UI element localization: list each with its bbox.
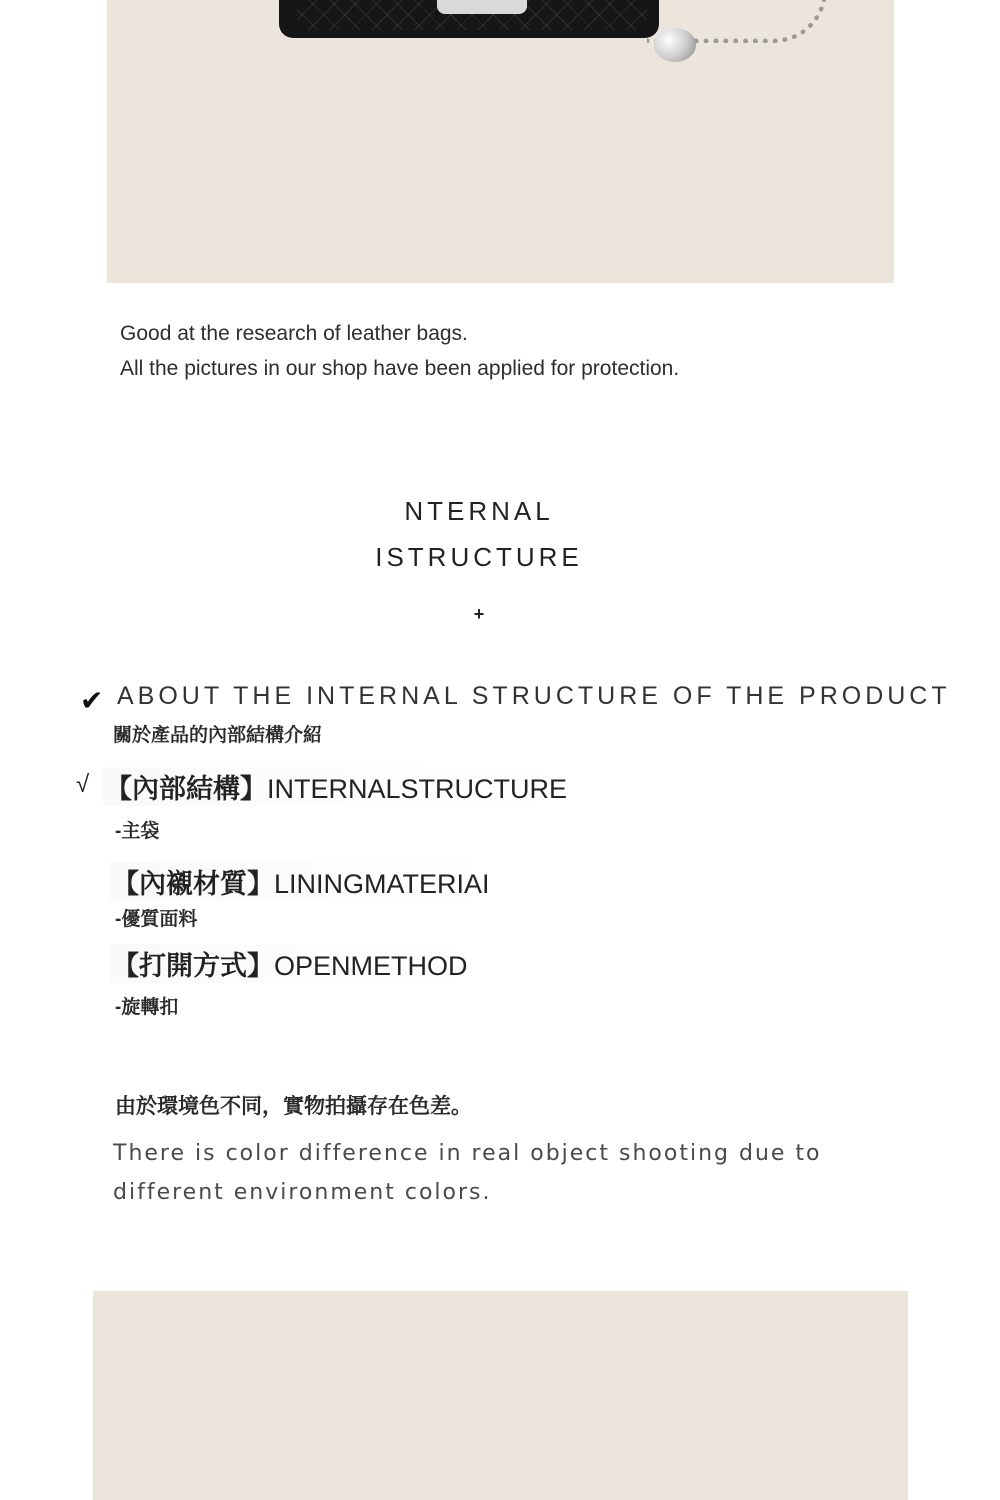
spec-label-en: OPENMETHOD <box>274 951 468 981</box>
color-note-en: There is color difference in real object shooting due to different environment colors. <box>113 1141 822 1205</box>
chain-ornament <box>654 28 696 62</box>
spec-label-cn: 【內部結構】 <box>105 774 267 804</box>
intro-line-1: Good at the research of leather bags. <box>120 322 468 345</box>
spec-label-en: LININGMATERIAI <box>274 869 490 899</box>
spec-label-en: INTERNALSTRUCTURE <box>267 774 568 804</box>
spec-value-structure: -主袋 <box>115 821 160 842</box>
spec-label-cn: 【內襯材質】 <box>112 869 274 899</box>
small-check-icon: √ <box>76 771 90 798</box>
product-photo-bottom <box>93 1291 908 1500</box>
spec-label-structure <box>103 767 587 806</box>
spec-value-lining: -優質面料 <box>115 909 198 930</box>
about-title: ABOUT THE INTERNAL STRUCTURE OF THE PRODUCT <box>117 682 951 710</box>
spec-value-open-method: -旋轉扣 <box>115 997 179 1018</box>
intro-text <box>120 316 679 386</box>
section-heading-line-1: NTERNAL <box>404 496 554 526</box>
intro-line-2: All the pictures in our shop have been applied for protection. <box>120 357 680 380</box>
spec-label-open-method <box>110 944 488 983</box>
bag-clasp <box>437 0 527 14</box>
color-note-cn: 由於環境色不同，實物拍攝存在色差。 <box>115 1095 472 1118</box>
spec-label-lining <box>110 862 510 901</box>
checkmark-icon: ✔ <box>80 685 104 716</box>
spec-label-cn: 【打開方式】 <box>112 951 274 981</box>
section-heading-line-2: ISTRUCTURE <box>375 542 583 572</box>
about-subtitle: 關於產品的內部結構介紹 <box>113 725 323 746</box>
product-photo-top <box>107 0 894 283</box>
heading-divider-plus: + <box>473 604 485 624</box>
